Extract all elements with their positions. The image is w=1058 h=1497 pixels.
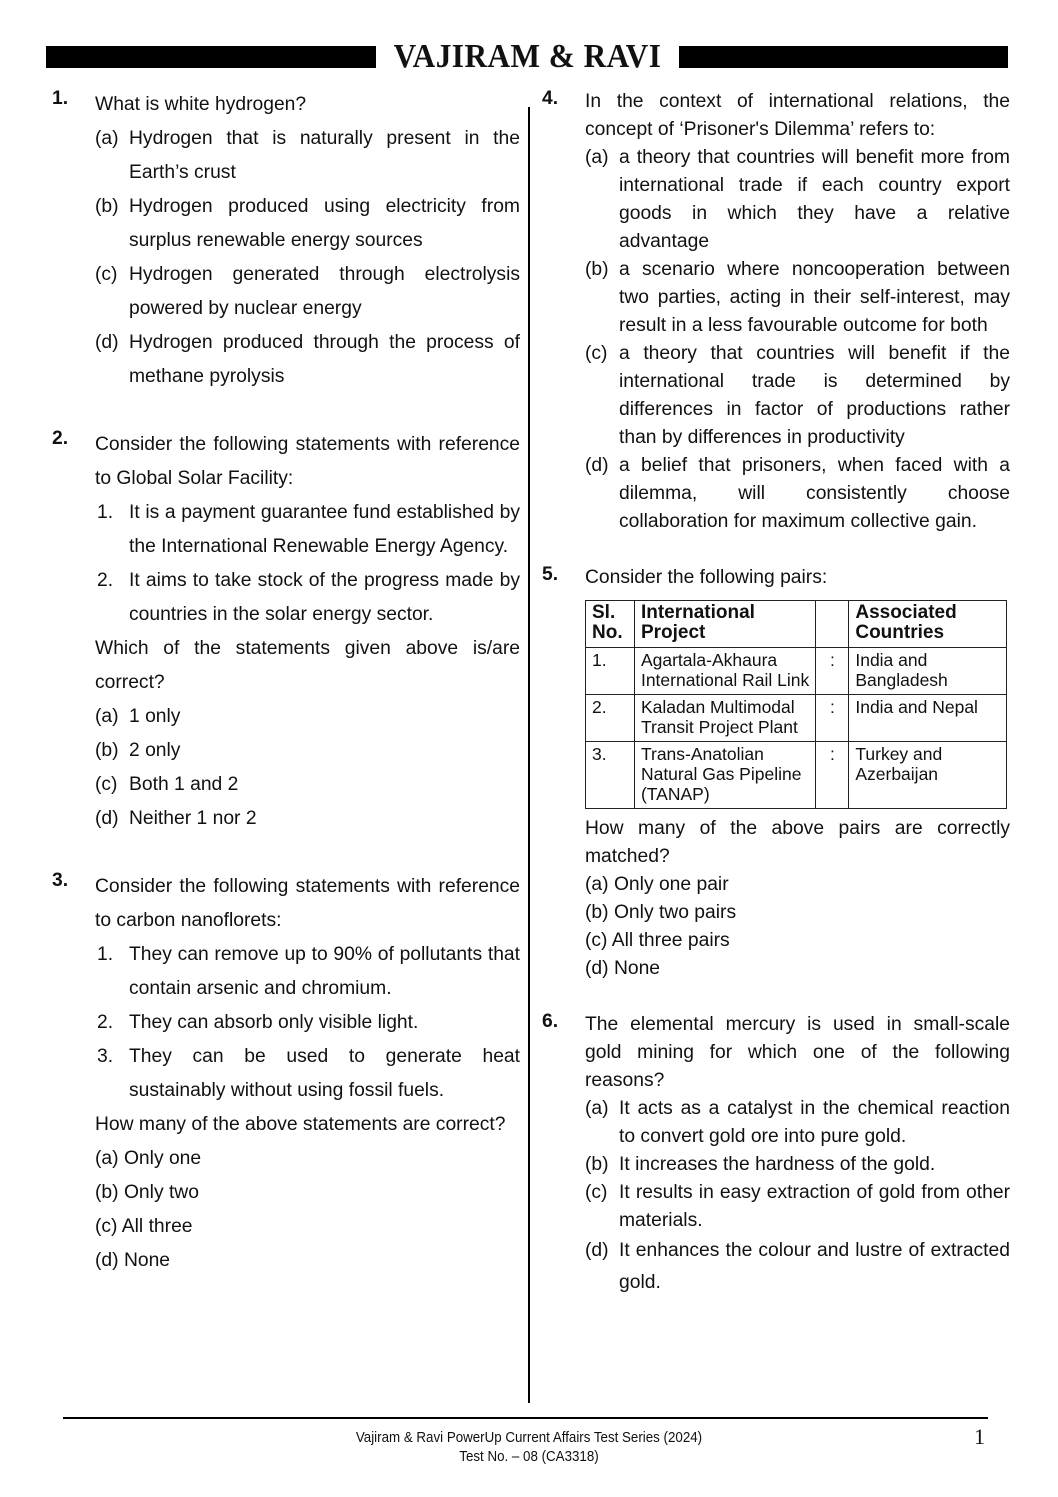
option-c: (c) All three bbox=[95, 1216, 193, 1237]
question-number: 3. bbox=[52, 870, 69, 891]
pairs-table bbox=[585, 600, 1007, 809]
option-d: (d) It enhances the colour and lustre of extracted gold. bbox=[585, 1240, 1010, 1293]
cell-sl-no: 3. bbox=[586, 742, 635, 809]
header-separator bbox=[816, 601, 849, 648]
option-d: (d) a belief that prisoners, when faced with a dilemma, will consistently choose collaboration for maximum collective gain. bbox=[585, 455, 1010, 532]
question-1 bbox=[48, 88, 520, 394]
question-number: 4. bbox=[542, 88, 559, 109]
option-c: (c) a theory that countries will benefit if the international trade is determined by differences in factor of productions rather than by differences in productivity bbox=[585, 343, 1010, 448]
table-row bbox=[586, 742, 1007, 809]
question-4 bbox=[538, 88, 1010, 536]
footer-rule bbox=[63, 1417, 988, 1419]
left-column bbox=[48, 88, 520, 1278]
question-text: Consider the following pairs: bbox=[585, 567, 828, 588]
question-3 bbox=[48, 870, 520, 1278]
statement-1: 1. It is a payment guarantee fund established by the International Renewable Energy Agency. bbox=[97, 502, 520, 557]
option-d: (d) None bbox=[95, 1250, 171, 1271]
header-project: International Project bbox=[634, 601, 816, 648]
option-b: (b) It increases the hardness of the gold. bbox=[585, 1154, 936, 1175]
question-number: 6. bbox=[542, 1011, 559, 1032]
question-5 bbox=[538, 564, 1010, 983]
question-text: Consider the following statements with reference to carbon nanoflorets: bbox=[95, 876, 520, 931]
question-6 bbox=[538, 1011, 1010, 1299]
page-number: 1 bbox=[974, 1424, 985, 1449]
statement-2: 2. They can absorb only visible light. bbox=[97, 1012, 419, 1033]
cell-project: Trans-Anatolian Natural Gas Pipeline (TANAP) bbox=[634, 742, 816, 809]
table-header-row bbox=[586, 601, 1007, 648]
option-c: (c) All three pairs bbox=[585, 930, 730, 951]
cell-project: Agartala-Akhaura International Rail Link bbox=[634, 648, 816, 695]
option-c: (c) Both 1 and 2 bbox=[95, 774, 239, 795]
column-divider bbox=[528, 107, 530, 1403]
cell-countries: India and Nepal bbox=[849, 695, 1007, 742]
option-b: (b) Hydrogen produced using electricity from surplus renewable energy sources bbox=[95, 196, 520, 251]
cell-separator: : bbox=[816, 742, 849, 809]
header-bar-right bbox=[679, 46, 1009, 68]
question-number: 5. bbox=[542, 564, 559, 585]
option-a: (a) 1 only bbox=[95, 706, 181, 727]
option-b: (b) Only two bbox=[95, 1182, 199, 1203]
question-text: Consider the following statements with reference to Global Solar Facility: bbox=[95, 434, 520, 489]
option-a: (a) Only one bbox=[95, 1148, 202, 1169]
option-d: (d) None bbox=[585, 958, 661, 979]
page-header bbox=[46, 38, 1008, 75]
cell-sl-no: 1. bbox=[586, 648, 635, 695]
question-text: In the context of international relations, the concept of ‘Prisoner's Dilemma’ refers to: bbox=[585, 91, 1010, 140]
question-text: What is white hydrogen? bbox=[95, 94, 307, 115]
footer-series-title: Vajiram & Ravi PowerUp Current Affairs Test Series (2024) bbox=[355, 1430, 703, 1446]
question-number: 2. bbox=[52, 428, 69, 449]
brand-title: VAJIRAM & RAVI bbox=[393, 38, 661, 75]
right-column bbox=[538, 88, 1010, 1299]
statement-3: 3. They can be used to generate heat sustainably without using fossil fuels. bbox=[97, 1046, 520, 1101]
page-footer bbox=[42, 1429, 1015, 1467]
option-b: (b) 2 only bbox=[95, 740, 181, 761]
question-2 bbox=[48, 428, 520, 836]
option-c: (c) Hydrogen generated through electrolysis powered by nuclear energy bbox=[95, 264, 520, 319]
option-d: (d) Hydrogen produced through the process of methane pyrolysis bbox=[95, 332, 520, 387]
question-text: The elemental mercury is used in small-scale gold mining for which one of the following reasons? bbox=[585, 1014, 1010, 1091]
cell-project: Kaladan Multimodal Transit Project Plant bbox=[634, 695, 816, 742]
header-sl-no: Sl. No. bbox=[586, 601, 635, 648]
table-row bbox=[586, 648, 1007, 695]
question-prompt: How many of the above statements are correct? bbox=[95, 1114, 506, 1135]
option-c: (c) It results in easy extraction of gold from other materials. bbox=[585, 1182, 1010, 1231]
table-row bbox=[586, 695, 1007, 742]
statement-1: 1. They can remove up to 90% of pollutants that contain arsenic and chromium. bbox=[97, 944, 520, 999]
option-b: (b) Only two pairs bbox=[585, 902, 737, 923]
statement-2: 2. It aims to take stock of the progress made by countries in the solar energy sector. bbox=[97, 570, 520, 625]
question-number: 1. bbox=[52, 88, 69, 109]
option-d: (d) Neither 1 nor 2 bbox=[95, 808, 257, 829]
option-b: (b) a scenario where noncooperation between two parties, acting in their self-interest, may result in a less favourable outcome for both bbox=[585, 259, 1010, 336]
cell-countries: India and Bangladesh bbox=[849, 648, 1007, 695]
option-a: (a) Hydrogen that is naturally present in the Earth’s crust bbox=[95, 128, 520, 183]
header-bar-left bbox=[46, 46, 376, 68]
option-a: (a) Only one pair bbox=[585, 874, 729, 895]
cell-separator: : bbox=[816, 695, 849, 742]
footer-test-number: Test No. – 08 (CA3318) bbox=[459, 1449, 599, 1465]
option-a: (a) It acts as a catalyst in the chemical reaction to convert gold ore into pure gold. bbox=[585, 1098, 1010, 1147]
header-countries: Associated Countries bbox=[849, 601, 1007, 648]
cell-countries: Turkey and Azerbaijan bbox=[849, 742, 1007, 809]
question-prompt: Which of the statements given above is/are correct? bbox=[95, 638, 520, 693]
question-prompt: How many of the above pairs are correctly matched? bbox=[585, 818, 1010, 867]
cell-sl-no: 2. bbox=[586, 695, 635, 742]
cell-separator: : bbox=[816, 648, 849, 695]
option-a: (a) a theory that countries will benefit more from international trade if each country export goods in which they have a relative advantage bbox=[585, 147, 1010, 252]
